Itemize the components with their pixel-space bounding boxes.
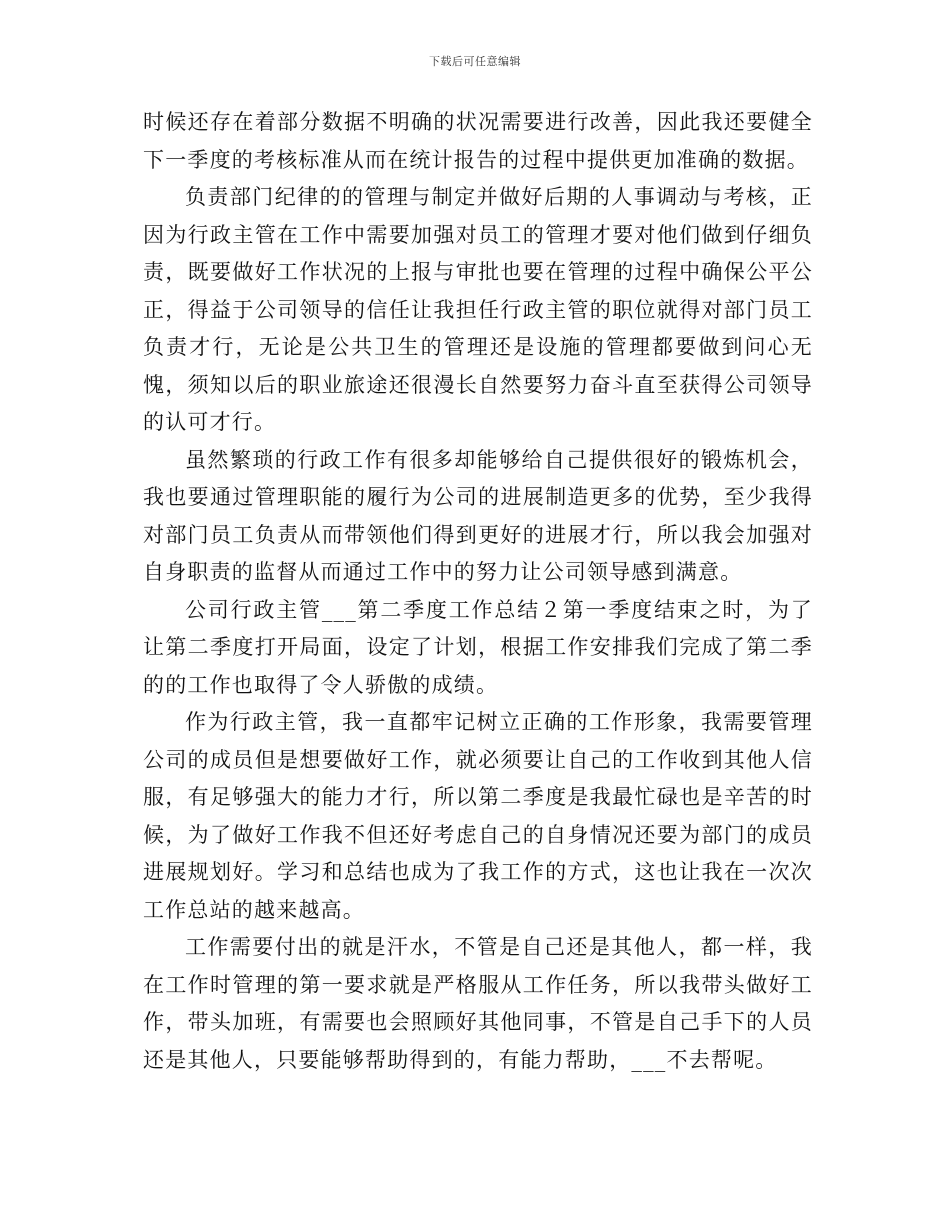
- paragraph-6: 工作需要付出的就是汗水，不管是自己还是其他人，都一样，我在工作时管理的第一要求就是严格服从工作任务，所以我带头做好工作，带头加班，有需要也会照顾好其他同事，不管是自己手下的人员还是其他人，只要能够帮助得到的，有能力帮助，___不去帮呢。: [143, 935, 813, 1072]
- page-header: 下载后可任意编辑: [429, 55, 521, 68]
- paragraph-2: 负责部门纪律的的管理与制定并做好后期的人事调动与考核，正因为行政主管在工作中需要加强对员工的管理才要对他们做到仔细负责，既要做好工作状况的上报与审批也要在管理的过程中确保公平公正，得益于公司领导的信任让我担任行政主管的职位就得对部门员工负责才行，无论是公共卫生的管理还是设施的管理都要做到问心无愧，须知以后的职业旅途还很漫长自然要努力奋斗直至获得公司领导的认可才行。: [143, 185, 813, 434]
- paragraph-4: 公司行政主管___第二季度工作总结２第一季度结束之时，为了让第二季度打开局面，设定了计划，根据工作安排我们完成了第二季的的工作也取得了令人骄傲的成绩。: [143, 597, 813, 697]
- paragraph-1: 时候还存在着部分数据不明确的状况需要进行改善，因此我还要健全下一季度的考核标准从而在统计报告的过程中提供更加准确的数据。: [143, 110, 813, 172]
- paragraph-3: 虽然繁琐的行政工作有很多却能够给自己提供很好的锻炼机会，我也要通过管理职能的履行为公司的进展制造更多的优势，至少我得对部门员工负责从而带领他们得到更好的进展才行，所以我会加强对自身职责的监督从而通过工作中的努力让公司领导感到满意。: [143, 447, 813, 584]
- paragraph-5: 作为行政主管，我一直都牢记树立正确的工作形象，我需要管理公司的成员但是想要做好工作，就必须要让自己的工作收到其他人信服，有足够强大的能力才行，所以第二季度是我最忙碌也是辛苦的时候，为了做好工作我不但还好考虑自己的自身情况还要为部门的成员进展规划好。学习和总结也成为了我工作的方式，这也让我在一次次工作总站的越来越高。: [143, 710, 813, 922]
- document-body: [143, 104, 813, 1079]
